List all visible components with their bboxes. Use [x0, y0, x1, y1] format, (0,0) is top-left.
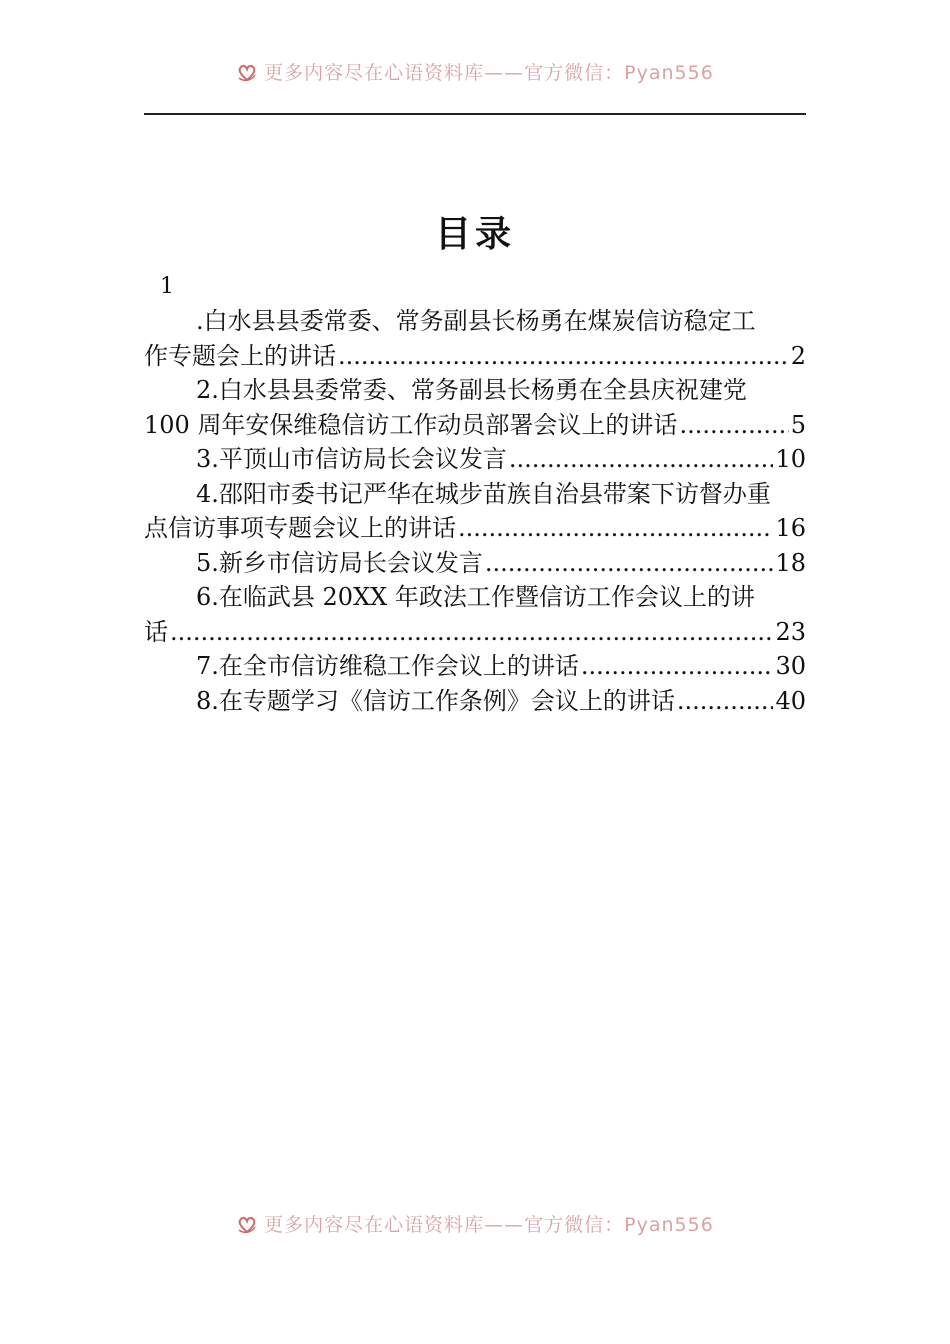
toc-page-number: 2: [790, 341, 806, 370]
toc-entry-text: 话: [144, 617, 168, 646]
toc-page-number: 23: [775, 617, 806, 646]
dot-leader: [677, 684, 774, 719]
toc-page-number: 5: [790, 410, 806, 439]
toc-entry-7[interactable]: [144, 649, 806, 684]
toc-entry-text: 7.在全市信访维稳工作会议上的讲话: [196, 652, 579, 680]
toc-page-number: 16: [775, 514, 806, 542]
page-title: 目录: [434, 213, 515, 255]
toc-entry-text: 2.白水县县委常委、常务副县长杨勇在全县庆祝建党: [196, 376, 747, 404]
toc-entry-6[interactable]: [144, 580, 806, 649]
table-of-contents: [144, 270, 806, 718]
dot-leader: [338, 339, 789, 374]
toc-entry-text: 作专题会上的讲话: [144, 341, 336, 370]
dot-leader: [485, 546, 774, 581]
toc-entry-text: .白水县县委常委、常务副县长杨勇在煤炭信访稳定工: [196, 307, 756, 335]
heart-swirl-logo-icon: [236, 1213, 258, 1235]
toc-entry-text: 5.新乡市信访局长会议发言: [196, 548, 483, 577]
header-watermark-text: 更多内容尽在心语资料库——官方微信：Pyan556: [264, 62, 714, 84]
header-rule: [144, 113, 806, 115]
toc-entry-2[interactable]: [144, 373, 806, 442]
toc-entry-text: 4.邵阳市委书记严华在城步苗族自治县带案下访督办重: [196, 479, 771, 508]
footer-watermark-text: 更多内容尽在心语资料库——官方微信：Pyan556: [264, 1214, 714, 1236]
toc-entry-8[interactable]: [144, 684, 806, 719]
toc-entry-3[interactable]: [144, 442, 806, 477]
dot-leader: [509, 442, 774, 477]
dot-leader: [679, 408, 788, 443]
header-watermark-banner: [0, 58, 950, 86]
footer-watermark-banner: [0, 1210, 950, 1238]
heart-swirl-logo-icon: [236, 61, 258, 83]
dot-leader: [581, 649, 774, 684]
toc-entry-4[interactable]: [144, 477, 806, 546]
dot-leader: [170, 615, 773, 650]
toc-entry-text: 点信访事项专题会议上的讲话: [144, 514, 456, 542]
toc-entry-5[interactable]: [144, 546, 806, 581]
toc-entry-1[interactable]: [144, 304, 806, 373]
toc-page-number: 10: [775, 445, 806, 473]
toc-page-number: 30: [775, 652, 806, 680]
dot-leader: [458, 511, 773, 546]
toc-page-number: 18: [775, 548, 806, 577]
toc-entry-text: 100 周年安保维稳信访工作动员部署会议上的讲话: [144, 410, 678, 439]
toc-entry-text: 3.平顶山市信访局长会议发言: [196, 445, 507, 473]
toc-entry-text: 6.在临武县 20XX 年政法工作暨信访工作会议上的讲: [196, 583, 755, 611]
toc-entry-text: 8.在专题学习《信访工作条例》会议上的讲话: [196, 686, 675, 715]
toc-list-number: 1: [160, 274, 174, 299]
toc-page-number: 40: [775, 686, 806, 715]
